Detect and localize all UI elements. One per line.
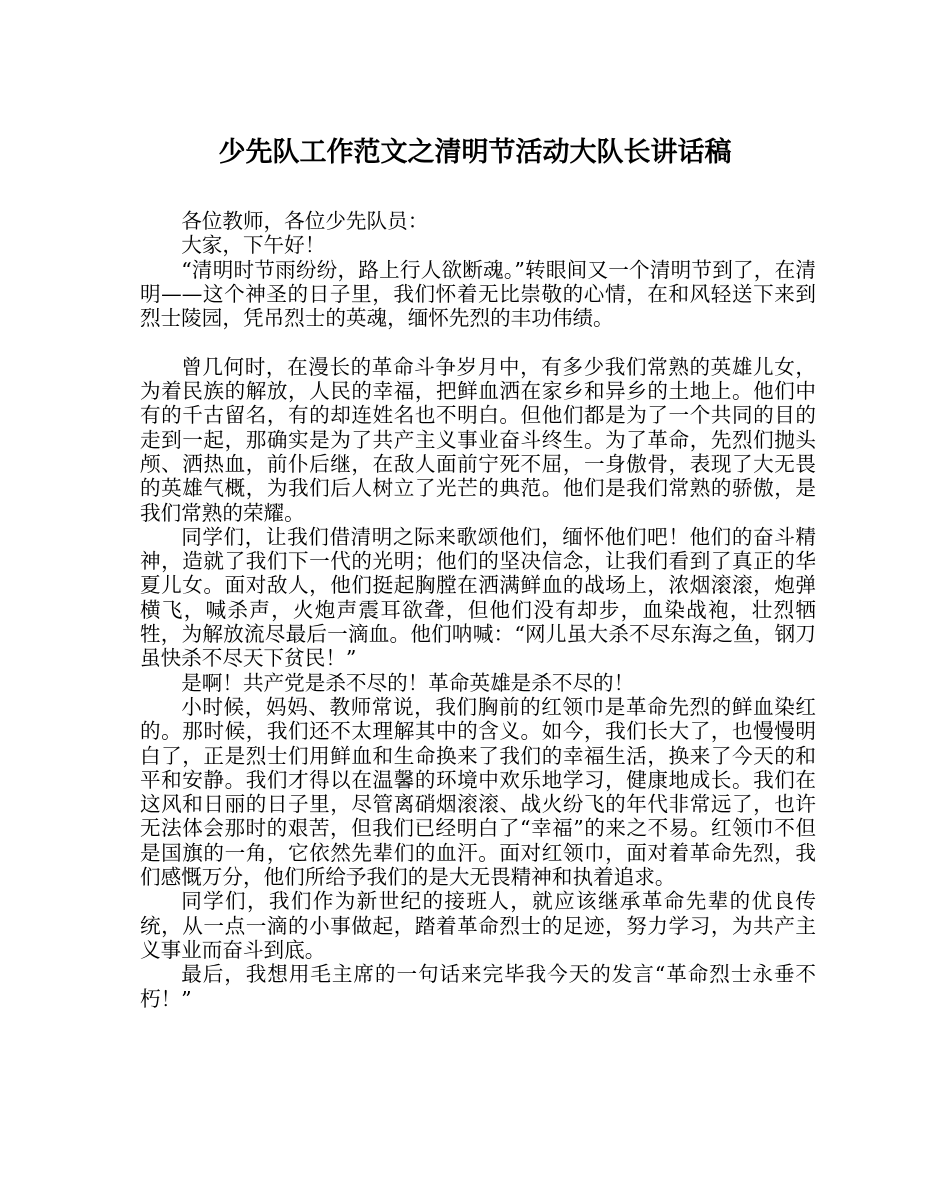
paragraph-heroes: 曾几何时，在漫长的革命斗争岁月中，有多少我们常熟的英雄儿女，为着民族的解放，人民的幸福，把鲜血洒在家乡和异乡的土地上。他们中有的千古留名，有的却连姓名也不明白。但他们都是为了一个共同的目的走到一起，那确实是为了共产主义事业奋斗终生。为了革命，先烈们抛头颅、洒热血，前仆后继，在敌人面前宁死不屈，一身傲骨，表现了大无畏的英雄气概，为我们后人树立了光芒的典范。他们是我们常熟的骄傲，是我们常熟的荣耀。 bbox=[140, 354, 816, 525]
paragraph-spirit: 同学们，让我们借清明之际来歌颂他们，缅怀他们吧！他们的奋斗精神，造就了我们下一代的光明；他们的坚决信念，让我们看到了真正的华夏儿女。面对敌人，他们挺起胸膛在洒满鲜血的战场上，浓烟滚滚，炮弹横飞，喊杀声，火炮声震耳欲聋，但他们没有却步，血染战袍，壮烈牺牲，为解放流尽最后一滴血。他们呐喊：“网儿虽大杀不尽东海之鱼，钢刀虽快杀不尽天下贫民！” bbox=[140, 524, 816, 671]
paragraph-opening: “清明时节雨纷纷，路上行人欲断魂。”转眼间又一个清明节到了，在清明——这个神圣的日子里，我们怀着无比崇敬的心情，在和风轻送下来到烈士陵园，凭吊烈士的英魂，缅怀先烈的丰功伟绩。 bbox=[140, 257, 816, 331]
document-title: 少先队工作范文之清明节活动大队长讲话稿 bbox=[218, 137, 732, 168]
paragraph-spacer bbox=[140, 330, 816, 354]
paragraph-red-scarf: 小时候，妈妈、教师常说，我们胸前的红领巾是革命先烈的鲜血染红的。那时候，我们还不太理解其中的含义。如今，我们长大了，也慢慢明白了，正是烈士们用鲜血和生命换来了我们的幸福生活，换来了今天的和平和安静。我们才得以在温馨的环境中欢乐地学习，健康地成长。我们在这风和日丽的日子里，尽管离硝烟滚滚、战火纷飞的年代非常远了，也许无法体会那时的艰苦，但我们已经明白了“幸福”的来之不易。红领巾不但是国旗的一角，它依然先辈们的血汗。面对红领巾，面对着革命先烈，我们感慨万分，他们所给予我们的是大无畏精神和执着追求。 bbox=[140, 694, 816, 890]
paragraph-successors: 同学们，我们作为新世纪的接班人，就应该继承革命先辈的优良传统，从一点一滴的小事做起，踏着革命烈士的足迹，努力学习，为共产主义事业而奋斗到底。 bbox=[140, 889, 816, 962]
paragraph-exclamation: 是啊！共产党是杀不尽的！革命英雄是杀不尽的！ bbox=[181, 670, 635, 695]
document-body bbox=[140, 209, 816, 1011]
greeting: 大家，下午好！ bbox=[181, 233, 326, 258]
paragraph-closing: 最后，我想用毛主席的一句话来完毕我今天的发言“革命烈士永垂不朽！” bbox=[140, 962, 816, 1011]
salutation: 各位教师，各位少先队员： bbox=[181, 209, 429, 233]
